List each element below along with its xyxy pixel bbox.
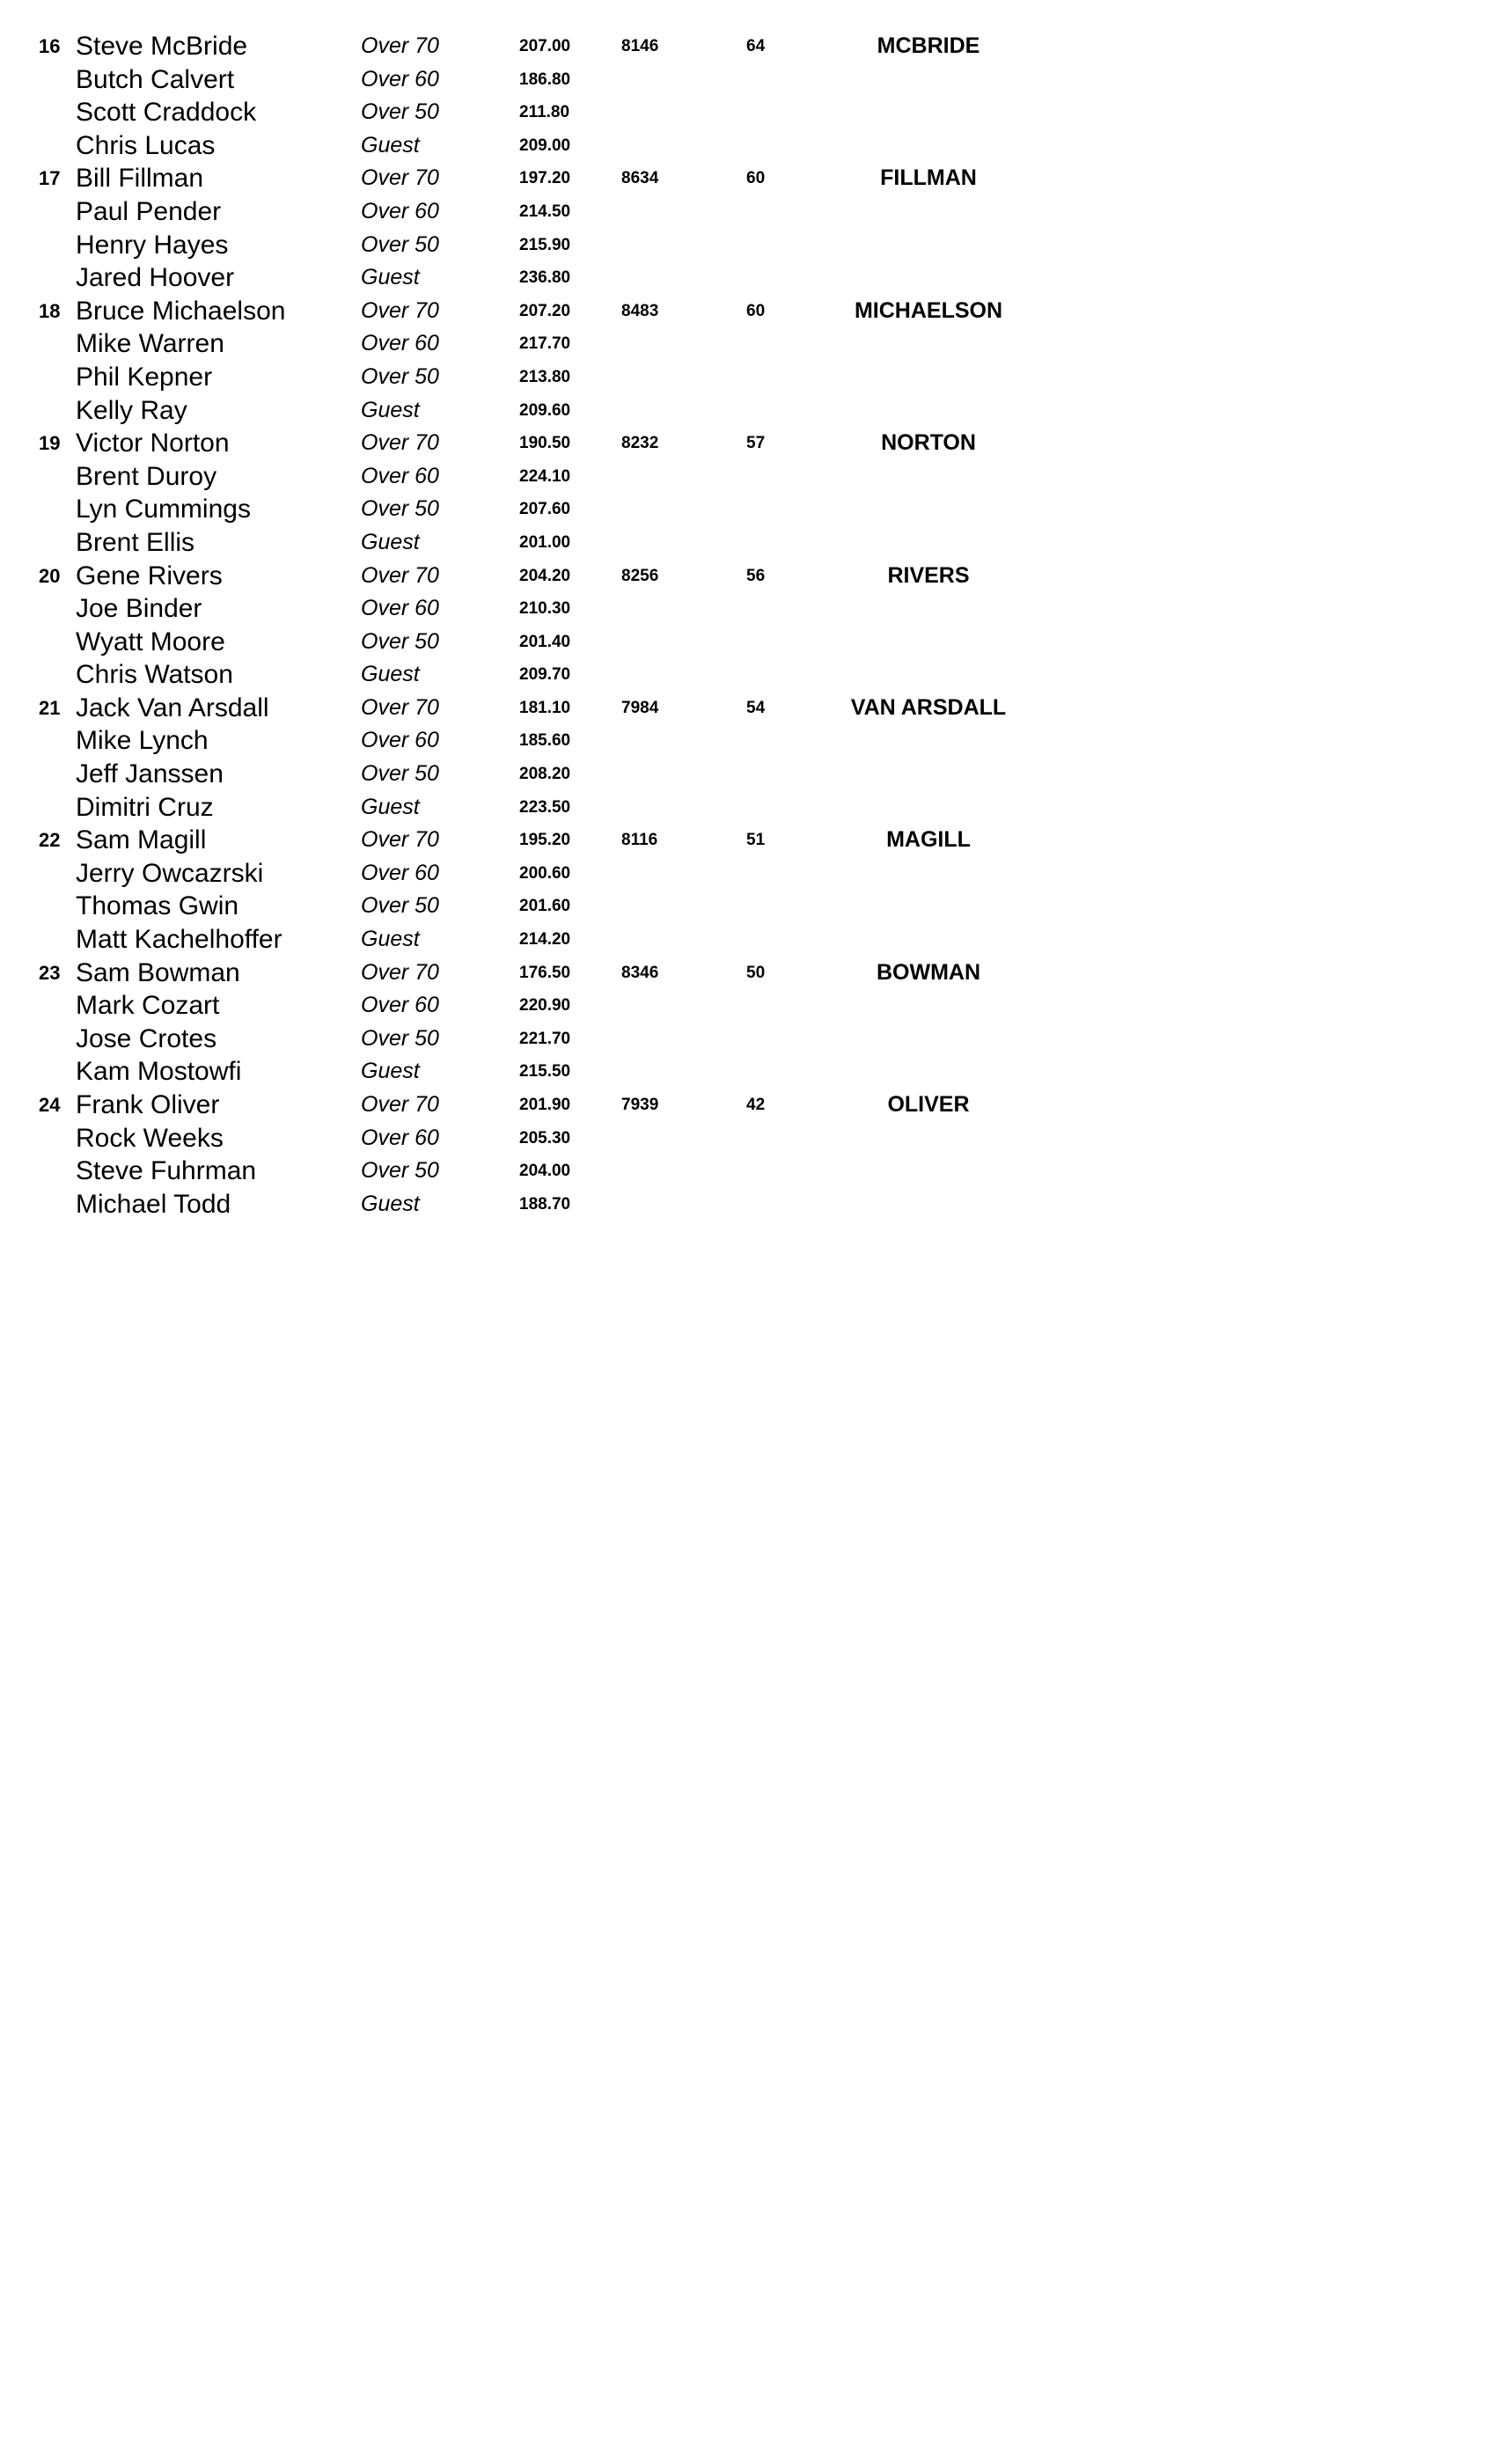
team-points: 60 — [746, 301, 766, 320]
player-name: Gene Rivers — [76, 561, 223, 590]
player-score: 214.50 — [519, 202, 571, 221]
team-points: 42 — [746, 1096, 766, 1114]
player-name: Lyn Cummings — [76, 495, 251, 524]
player-division: Over 60 — [361, 728, 439, 753]
player-score: 224.10 — [519, 466, 571, 486]
player-name: Henry Hayes — [76, 230, 229, 260]
table-row — [0, 890, 1497, 923]
table-row — [0, 394, 1497, 428]
team-captain: MAGILL — [886, 827, 971, 853]
table-row — [0, 923, 1497, 957]
player-division: Over 50 — [361, 628, 439, 654]
player-division: Over 70 — [361, 562, 439, 588]
player-division: Over 50 — [361, 761, 439, 787]
table-row — [0, 30, 1497, 63]
team-points: 51 — [746, 831, 766, 850]
team-total: 8146 — [621, 37, 659, 55]
player-score: 209.60 — [519, 400, 571, 420]
team-captain: NORTON — [881, 430, 976, 456]
player-division: Over 50 — [361, 99, 439, 125]
player-score: 208.20 — [519, 765, 571, 784]
player-score: 215.90 — [519, 235, 571, 254]
player-name: Steve Fuhrman — [76, 1156, 257, 1186]
player-score: 201.40 — [519, 632, 571, 651]
team-total: 8634 — [621, 169, 659, 188]
player-name: Joe Binder — [76, 594, 202, 624]
player-name: Brent Duroy — [76, 461, 217, 491]
team-points: 64 — [746, 37, 766, 55]
table-row — [0, 1155, 1497, 1188]
player-name: Thomas Gwin — [76, 891, 239, 921]
player-score: 201.90 — [519, 1096, 571, 1114]
player-name: Kelly Ray — [76, 395, 187, 425]
player-division: Over 50 — [361, 231, 439, 257]
player-score: 188.70 — [519, 1194, 571, 1214]
player-name: Dimitri Cruz — [76, 792, 214, 822]
player-division: Over 50 — [361, 363, 439, 389]
table-row — [0, 692, 1497, 725]
team-total: 7939 — [621, 1096, 659, 1114]
team-total: 8346 — [621, 963, 659, 982]
player-score: 214.20 — [519, 930, 571, 950]
table-row — [0, 592, 1497, 626]
table-row — [0, 957, 1497, 990]
player-name: Bill Fillman — [76, 164, 204, 194]
team-number: 18 — [39, 299, 61, 322]
team-total: 7984 — [621, 698, 659, 717]
player-name: Butch Calvert — [76, 64, 235, 94]
table-row — [0, 195, 1497, 229]
player-name: Jose Crotes — [76, 1023, 217, 1053]
table-row — [0, 989, 1497, 1023]
table-row — [0, 96, 1497, 129]
table-row — [0, 162, 1497, 195]
player-score: 210.30 — [519, 599, 571, 619]
team-number: 21 — [39, 696, 61, 719]
team-captain: OLIVER — [887, 1092, 970, 1117]
player-division: Guest — [361, 132, 420, 158]
player-score: 220.90 — [519, 996, 571, 1016]
player-division: Over 70 — [361, 959, 439, 985]
table-row — [0, 824, 1497, 857]
player-name: Mike Warren — [76, 329, 224, 359]
team-number: 22 — [39, 829, 61, 852]
table-row — [0, 758, 1497, 791]
player-score: 217.70 — [519, 334, 571, 354]
player-score: 176.50 — [519, 963, 571, 982]
table-row — [0, 229, 1497, 262]
player-name: Michael Todd — [76, 1189, 231, 1219]
team-total: 8116 — [621, 831, 658, 850]
player-division: Over 70 — [361, 33, 439, 58]
team-points: 56 — [746, 566, 766, 585]
player-division: Guest — [361, 1191, 420, 1216]
team-captain: MICHAELSON — [854, 297, 1003, 323]
table-row — [0, 1089, 1497, 1122]
table-row — [0, 791, 1497, 825]
player-name: Sam Bowman — [76, 957, 240, 987]
player-score: 215.50 — [519, 1062, 571, 1082]
player-score: 201.00 — [519, 532, 571, 552]
player-division: Over 60 — [361, 331, 439, 356]
player-name: Rock Weeks — [76, 1123, 224, 1153]
player-name: Steve McBride — [76, 32, 248, 61]
team-captain: VAN ARSDALL — [850, 694, 1007, 720]
team-points: 50 — [746, 963, 766, 982]
player-division: Over 60 — [361, 66, 439, 92]
player-division: Over 60 — [361, 463, 439, 488]
player-name: Sam Magill — [76, 825, 207, 855]
player-score: 186.80 — [519, 70, 571, 89]
player-name: Mike Lynch — [76, 726, 209, 756]
table-row — [0, 63, 1497, 97]
player-name: Scott Craddock — [76, 98, 257, 128]
player-name: Jerry Owcazrski — [76, 858, 264, 888]
player-score: 207.00 — [519, 37, 571, 55]
table-row — [0, 1055, 1497, 1089]
team-number: 19 — [39, 432, 61, 455]
table-row — [0, 526, 1497, 560]
player-score: 197.20 — [519, 169, 571, 188]
team-number: 16 — [39, 35, 61, 57]
team-number: 17 — [39, 167, 61, 190]
player-division: Over 60 — [361, 596, 439, 621]
player-division: Over 70 — [361, 1092, 439, 1117]
table-row — [0, 493, 1497, 526]
player-division: Over 60 — [361, 860, 439, 885]
table-row — [0, 361, 1497, 394]
player-score: 190.50 — [519, 434, 571, 453]
table-row — [0, 626, 1497, 659]
player-division: Guest — [361, 1059, 420, 1084]
player-score: 236.80 — [519, 268, 571, 288]
player-name: Wyatt Moore — [76, 627, 225, 656]
player-score: 200.60 — [519, 863, 571, 883]
player-division: Guest — [361, 265, 420, 290]
player-name: Chris Watson — [76, 660, 233, 690]
player-score: 195.20 — [519, 831, 571, 850]
table-row — [0, 560, 1497, 593]
player-division: Guest — [361, 529, 420, 554]
player-score: 209.70 — [519, 665, 571, 685]
player-name: Jared Hoover — [76, 263, 235, 293]
player-score: 201.60 — [519, 897, 571, 916]
team-number: 24 — [39, 1094, 61, 1116]
player-score: 207.20 — [519, 301, 571, 320]
player-division: Guest — [361, 662, 420, 687]
player-score: 221.70 — [519, 1029, 571, 1048]
table-row — [0, 724, 1497, 758]
table-row — [0, 327, 1497, 361]
table-row — [0, 129, 1497, 163]
player-division: Over 50 — [361, 1025, 439, 1051]
team-captain: BOWMAN — [876, 959, 981, 985]
player-name: Matt Kachelhoffer — [76, 925, 283, 955]
table-row — [0, 658, 1497, 692]
player-score: 223.50 — [519, 797, 571, 817]
table-row — [0, 295, 1497, 328]
player-name: Jeff Janssen — [76, 759, 224, 789]
team-points: 57 — [746, 434, 766, 453]
team-total: 8256 — [621, 566, 659, 585]
table-row — [0, 1122, 1497, 1155]
table-row — [0, 857, 1497, 891]
team-number: 23 — [39, 961, 61, 984]
table-row — [0, 427, 1497, 460]
player-division: Over 60 — [361, 1125, 439, 1150]
player-score: 209.00 — [519, 136, 571, 155]
team-total: 8483 — [621, 301, 659, 320]
player-division: Over 70 — [361, 694, 439, 720]
player-name: Victor Norton — [76, 429, 230, 458]
player-division: Over 60 — [361, 993, 439, 1018]
player-name: Jack Van Arsdall — [76, 693, 269, 722]
team-captain: MCBRIDE — [877, 33, 980, 58]
player-name: Chris Lucas — [76, 130, 216, 160]
team-captain: FILLMAN — [880, 165, 977, 191]
player-division: Over 70 — [361, 297, 439, 323]
player-division: Over 50 — [361, 1158, 439, 1184]
player-score: 181.10 — [519, 698, 571, 717]
player-division: Over 50 — [361, 496, 439, 522]
player-name: Mark Cozart — [76, 991, 220, 1021]
player-name: Paul Pender — [76, 196, 222, 226]
team-number: 20 — [39, 564, 61, 587]
table-row — [0, 261, 1497, 295]
table-row — [0, 1188, 1497, 1221]
player-division: Guest — [361, 794, 420, 819]
table-row — [0, 1023, 1497, 1056]
player-score: 185.60 — [519, 731, 571, 751]
player-score: 211.80 — [519, 103, 570, 122]
player-name: Phil Kepner — [76, 362, 213, 392]
team-points: 54 — [746, 698, 766, 717]
player-score: 213.80 — [519, 367, 571, 386]
team-captain: RIVERS — [887, 562, 970, 588]
results-table — [0, 30, 1497, 1221]
player-division: Guest — [361, 927, 420, 952]
player-division: Over 70 — [361, 827, 439, 853]
player-score: 204.00 — [519, 1162, 571, 1181]
player-score: 207.60 — [519, 500, 571, 519]
team-points: 60 — [746, 169, 766, 188]
player-name: Brent Ellis — [76, 527, 195, 557]
player-division: Over 50 — [361, 893, 439, 919]
player-score: 204.20 — [519, 566, 571, 585]
player-name: Kam Mostowfi — [76, 1057, 242, 1087]
player-division: Over 70 — [361, 165, 439, 191]
player-division: Over 70 — [361, 430, 439, 456]
team-total: 8232 — [621, 434, 659, 453]
player-division: Over 60 — [361, 198, 439, 224]
player-name: Frank Oliver — [76, 1090, 220, 1119]
table-row — [0, 460, 1497, 494]
player-name: Bruce Michaelson — [76, 296, 286, 326]
player-division: Guest — [361, 397, 420, 422]
player-score: 205.30 — [519, 1128, 571, 1148]
